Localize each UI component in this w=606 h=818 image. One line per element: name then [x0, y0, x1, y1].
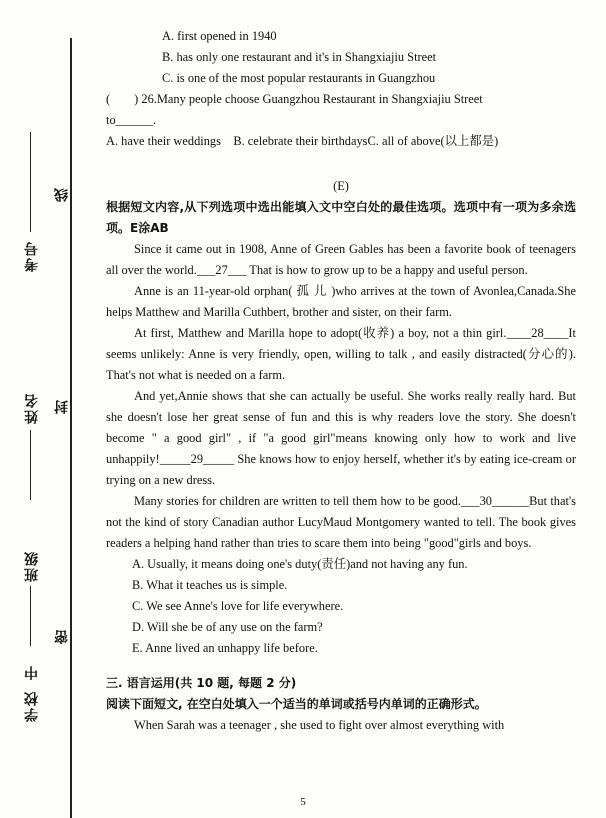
section-3-text: When Sarah was a teenager , she used to fight over almost everything with	[134, 718, 505, 732]
binding-line	[70, 38, 72, 818]
blank-27: ___27___	[196, 263, 247, 277]
passage-paragraph-2: Anne is an 11-year-old orphan( 孤 儿 )who arrives at the town of Avonlea,Canada.She helps Matthew and Marilla Cuthbert, brother and sister, on their farm.	[106, 284, 576, 319]
xingming-blank	[30, 430, 31, 500]
margin-label-xian: 线	[54, 186, 70, 202]
choice-e: E. Anne lived an unhappy life before.	[132, 641, 318, 655]
passage-paragraph-5: Many stories for children are written to tell them how to be good.___30______But that's not the kind of story Canadian author LucyMaud Montgomery wanted to tell. The book gives readers a helping hand rather than tries to scare them into being "good"girls and boys.	[106, 494, 576, 550]
margin-label-xuexiao: 学校	[24, 690, 40, 722]
q25-option-b: B. has only one restaurant and it's in Shangxiajiu Street	[162, 50, 437, 64]
passage-paragraph-1: Since it came out in 1908, Anne of Green Gables has been a favorite book of teenagers all over the world.___27___ That is how to grow up to be a happy and useful person.	[106, 242, 576, 277]
q26-options: A. have their weddings B. celebrate their birthdaysC. all of above(以上都是)	[106, 134, 499, 148]
page-number: 5	[300, 796, 306, 808]
margin-label-zhong: 中	[24, 664, 40, 680]
margin-label-kaohao: 考号	[24, 240, 40, 272]
q25-option-c: C. is one of the most popular restaurants in Guangzhou	[162, 71, 436, 85]
blank-28: ____28____	[506, 326, 569, 340]
choice-b: B. What it teaches us is simple.	[132, 578, 288, 592]
choice-c: C. We see Anne's love for life everywhere.	[132, 599, 344, 613]
passage-paragraph-3: At first, Matthew and Marilla hope to adopt(收养) a boy, not a thin girl.____28____It seems unlikely: Anne is very friendly, open, willing to talk , and easily distracted(分心的). That's not what is needed on a farm.	[106, 326, 576, 382]
kaohao-blank	[30, 132, 31, 232]
blank-30: ___30______	[460, 494, 530, 508]
margin-label-feng: 封	[54, 398, 70, 414]
banji-blank	[30, 586, 31, 646]
q26-stem-text: 26.Many people choose Guangzhou Restaurant in Shangxiajiu Street	[141, 92, 483, 106]
choice-a: A. Usually, it means doing one's duty(责任)and not having any fun.	[132, 557, 468, 571]
q26-blank: ______	[115, 113, 153, 127]
page-content	[106, 26, 576, 736]
q25-option-a: A. first opened in 1940	[162, 29, 277, 43]
section-3-heading: 三. 语言运用(共 10 题, 每题 2 分)	[106, 676, 297, 690]
margin-label-mi: 密	[54, 628, 70, 644]
q26-paren-open: (	[106, 92, 111, 106]
q26-continuation: to______.	[106, 113, 156, 127]
q26-paren-close: )	[134, 92, 139, 106]
section-e-heading: (E)	[333, 179, 349, 193]
q26-stem	[106, 89, 576, 110]
blank-29: _____29_____	[159, 452, 235, 466]
passage-paragraph-4: And yet,Annie shows that she can actually be useful. She works really really hard. But she doesn't lose her great sense of fun and this is why readers love the story. She doesn't become " a good girl" , if "a good girl"means knowing only how to work and live unhappily!_____29_____ She knows how to enjoy herself, whether it's by eating ice-cream or trying on a new dress.	[106, 389, 576, 487]
section-e-instruction: 根据短文内容,从下列选项中选出能填入文中空白处的最佳选项。选项中有一项为多余选项。E涂AB	[106, 200, 576, 235]
margin-label-xingming: 姓名	[24, 392, 40, 424]
binding-margin	[0, 0, 78, 814]
margin-label-banji: 班级	[24, 550, 40, 582]
choice-d: D. Will she be of any use on the farm?	[132, 620, 323, 634]
section-3-instruction: 阅读下面短文, 在空白处填入一个适当的单词或括号内单词的正确形式。	[106, 697, 487, 711]
